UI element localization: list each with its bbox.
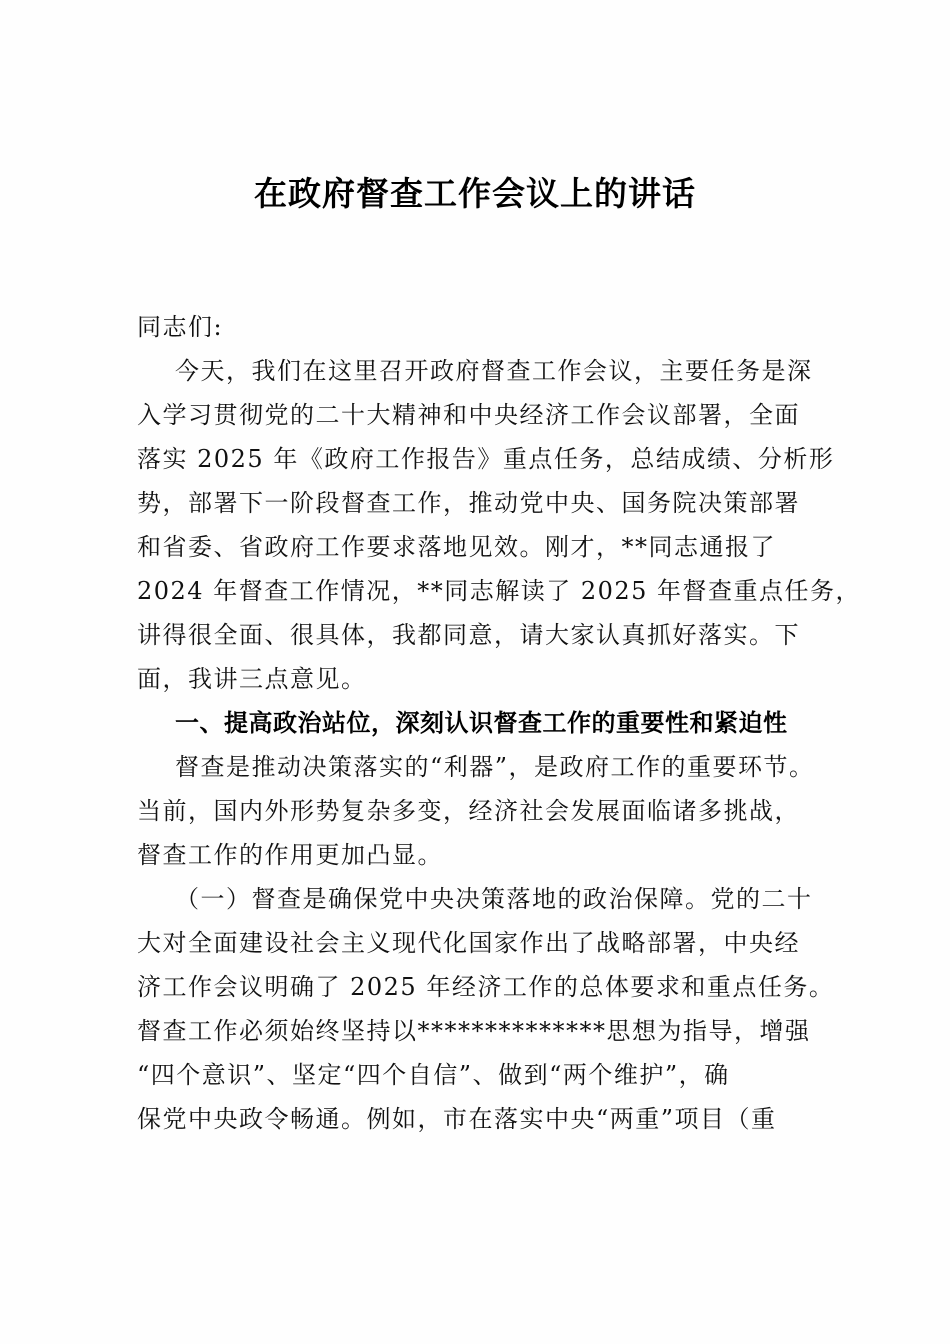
paragraph-line: 大对全面建设社会主义现代化国家作出了战略部署，中央经: [137, 929, 800, 957]
paragraph-line: 督查工作的作用更加凸显。: [137, 841, 443, 869]
paragraph-line: 势，部署下一阶段督查工作，推动党中央、国务院决策部署: [137, 489, 800, 517]
document-title: 在政府督查工作会议上的讲话: [254, 174, 696, 213]
paragraph-line: 落实 2025 年《政府工作报告》重点任务，总结成绩、分析形: [137, 445, 835, 473]
paragraph-line: 面，我讲三点意见。: [137, 665, 367, 693]
paragraph-line: 讲得很全面、很具体，我都同意，请大家认真抓好落实。下: [137, 621, 800, 649]
paragraph-line: 督查工作必须始终坚持以**************思想为指导，增强: [137, 1017, 811, 1045]
paragraph-line: 保党中央政令畅通。例如，市在落实中央“两重”项目（重: [137, 1105, 777, 1133]
paragraph-line: “四个意识”、坚定“四个自信”、做到“两个维护”，确: [137, 1061, 730, 1089]
subsection-line: （一）督查是确保党中央决策落地的政治保障。党的二十: [175, 885, 813, 913]
paragraph-line: 入学习贯彻党的二十大精神和中央经济工作会议部署，全面: [137, 401, 800, 429]
paragraph-line: 2024 年督查工作情况，**同志解读了 2025 年督查重点任务，: [137, 577, 862, 605]
paragraph-line: 督查是推动决策落实的“利器”，是政府工作的重要环节。: [175, 753, 815, 781]
paragraph-line: 和省委、省政府工作要求落地见效。刚才，**同志通报了: [137, 533, 776, 561]
paragraph-line: 济工作会议明确了 2025 年经济工作的总体要求和重点任务。: [137, 973, 835, 1001]
salutation: 同志们:: [137, 313, 224, 341]
paragraph-line: 今天，我们在这里召开政府督查工作会议，主要任务是深: [175, 357, 813, 385]
paragraph-line: 当前，国内外形势复杂多变，经济社会发展面临诸多挑战，: [137, 797, 800, 825]
section-heading-1: 一、提高政治站位，深刻认识督查工作的重要性和紧迫性: [175, 709, 788, 737]
